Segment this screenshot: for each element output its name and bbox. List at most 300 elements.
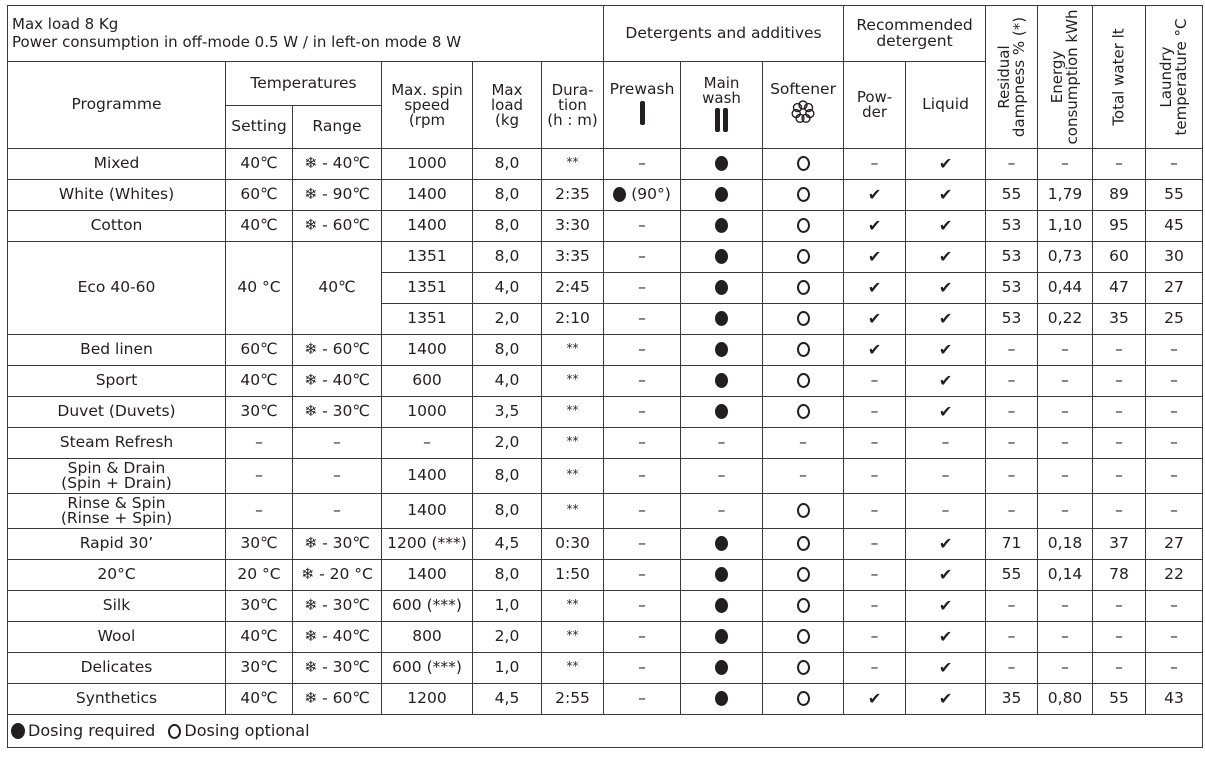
programme-name: Cotton — [8, 211, 226, 242]
water-cell: – — [1093, 459, 1146, 494]
load-l1: Max — [491, 80, 523, 99]
softener-cell — [763, 335, 844, 366]
softener-cell — [763, 273, 844, 304]
powder-cell: – — [844, 149, 906, 180]
softener-cell — [763, 560, 844, 591]
range-cell: – — [293, 459, 382, 494]
table-row — [8, 459, 1203, 494]
energy-cell: 0,22 — [1038, 304, 1093, 335]
range-cell: ❄ - 60℃ — [293, 211, 382, 242]
programme-name: Mixed — [8, 149, 226, 180]
energy-cell: – — [1038, 366, 1093, 397]
laundry-temperature-header — [1146, 6, 1203, 149]
powder-l1: Pow- — [856, 88, 893, 106]
duration-cell — [542, 428, 604, 459]
total-water-header — [1093, 6, 1146, 149]
prewash-cell: – — [604, 366, 681, 397]
prewash-cell: – — [604, 494, 681, 529]
check-icon: ✔ — [867, 246, 882, 266]
check-icon: ✔ — [938, 595, 953, 615]
max-load-info: Max load 8 Kg — [12, 15, 119, 34]
programme-name — [8, 494, 226, 529]
mainwash-cell — [681, 397, 763, 428]
setting-cell: 40℃ — [226, 366, 293, 397]
powder-cell — [844, 684, 906, 715]
laundry-l2: temperature °C — [1172, 18, 1191, 136]
residual-dampness-cell: – — [986, 494, 1038, 529]
check-icon: ✔ — [938, 533, 953, 553]
duration-cell — [542, 591, 604, 622]
spin-cell: 1200 (***) — [382, 529, 473, 560]
softener-cell — [763, 180, 844, 211]
load-cell: 2,0 — [473, 428, 542, 459]
energy-consumption-header — [1038, 6, 1093, 149]
table-row — [8, 622, 1203, 653]
temperatures-header: Temperatures — [226, 62, 382, 106]
liquid-cell: – — [906, 459, 986, 494]
mainwash-cell — [681, 242, 763, 273]
programme-name: Bed linen — [8, 335, 226, 366]
table-row — [8, 397, 1203, 428]
recommended-label-1: Recommended — [856, 16, 973, 34]
range-cell: – — [293, 494, 382, 529]
energy-cell: – — [1038, 653, 1093, 684]
duration-cell: 0:30 — [542, 529, 604, 560]
laundry-temp-cell: – — [1146, 428, 1203, 459]
check-icon: ✔ — [867, 339, 882, 359]
residual-dampness-cell: – — [986, 459, 1038, 494]
range-cell: ❄ - 60℃ — [293, 684, 382, 715]
programme-table — [7, 5, 1203, 748]
prewash-cell: – — [604, 560, 681, 591]
setting-cell: 30℃ — [226, 591, 293, 622]
residual-dampness-header — [986, 6, 1038, 149]
powder-cell: – — [844, 653, 906, 684]
liquid-cell — [906, 684, 986, 715]
spin-cell: 1200 — [382, 684, 473, 715]
spin-cell: 600 (***) — [382, 591, 473, 622]
range-cell: 40℃ — [293, 242, 382, 335]
check-icon: ✔ — [938, 339, 953, 359]
load-cell: 8,0 — [473, 180, 542, 211]
powder-cell: – — [844, 366, 906, 397]
check-icon: ✔ — [867, 308, 882, 328]
setting-cell: 40℃ — [226, 211, 293, 242]
water-cell: – — [1093, 397, 1146, 428]
setting-cell: – — [226, 459, 293, 494]
laundry-temp-cell: 30 — [1146, 242, 1203, 273]
programme-name: Wool — [8, 622, 226, 653]
table-row — [8, 653, 1203, 684]
table-row — [8, 428, 1203, 459]
dosing-optional-ring-icon — [797, 404, 810, 419]
prewash-cell: – — [604, 304, 681, 335]
programme-name: Eco 40-60 — [8, 242, 226, 335]
softener-cell — [763, 622, 844, 653]
duration-cell — [542, 149, 604, 180]
load-cell: 4,5 — [473, 529, 542, 560]
residual-dampness-cell: – — [986, 622, 1038, 653]
mainwash-l2: wash — [702, 88, 741, 107]
prewash-cell: – — [604, 459, 681, 494]
laundry-temp-cell: 25 — [1146, 304, 1203, 335]
footnote-stars: ** — [566, 467, 579, 482]
laundry-temp-cell: – — [1146, 653, 1203, 684]
load-cell: 4,5 — [473, 684, 542, 715]
check-icon: ✔ — [938, 184, 953, 204]
laundry-temp-cell: – — [1146, 494, 1203, 529]
softener-cell — [763, 397, 844, 428]
setting-cell: 40℃ — [226, 684, 293, 715]
load-cell: 8,0 — [473, 242, 542, 273]
mainwash-cell — [681, 273, 763, 304]
water-cell: – — [1093, 335, 1146, 366]
energy-cell: – — [1038, 459, 1093, 494]
dosing-optional-ring-icon — [797, 311, 810, 326]
powder-cell: – — [844, 529, 906, 560]
dosing-optional-ring-icon — [797, 691, 810, 706]
programme-name: Sport — [8, 366, 226, 397]
programme-name: Synthetics — [8, 684, 226, 715]
duration-cell — [542, 366, 604, 397]
prewash-cell: – — [604, 428, 681, 459]
energy-cell: 1,79 — [1038, 180, 1093, 211]
mainwash-cell — [681, 591, 763, 622]
spin-cell: 1000 — [382, 397, 473, 428]
setting-cell: 60℃ — [226, 180, 293, 211]
liquid-cell — [906, 211, 986, 242]
dosing-required-dot-icon — [715, 536, 728, 551]
dosing-required-dot-icon — [715, 311, 728, 326]
powder-cell: – — [844, 459, 906, 494]
check-icon: ✔ — [938, 688, 953, 708]
liquid-cell — [906, 622, 986, 653]
liquid-cell — [906, 653, 986, 684]
range-cell: ❄ - 20 °C — [293, 560, 382, 591]
powder-cell — [844, 273, 906, 304]
setting-cell: 30℃ — [226, 397, 293, 428]
duration-cell — [542, 494, 604, 529]
laundry-temp-cell: 55 — [1146, 180, 1203, 211]
prewash-temp-note: (90°) — [626, 185, 671, 204]
water-cell: 95 — [1093, 211, 1146, 242]
setting-cell: 40 °C — [226, 242, 293, 335]
duration-cell: 2:35 — [542, 180, 604, 211]
residual-dampness-cell: – — [986, 397, 1038, 428]
liquid-cell — [906, 366, 986, 397]
energy-l2: consumption kWh — [1063, 9, 1082, 145]
footnote-stars: ** — [566, 659, 579, 674]
prewash-cell: – — [604, 684, 681, 715]
table-row — [8, 211, 1203, 242]
prewash-cell: – — [604, 211, 681, 242]
detergents-group-header: Detergents and additives — [604, 6, 844, 62]
spin-cell: 1400 — [382, 560, 473, 591]
laundry-temp-cell: – — [1146, 397, 1203, 428]
load-l2: load — [490, 95, 524, 114]
load-cell: 1,0 — [473, 653, 542, 684]
mainwash-cell: – — [681, 428, 763, 459]
programme-rows — [8, 149, 1203, 715]
powder-cell: – — [844, 397, 906, 428]
footnote-stars: ** — [566, 372, 579, 387]
programme-name: Duvet (Duvets) — [8, 397, 226, 428]
dosing-required-dot-icon — [613, 187, 626, 202]
programme-name-line2: (Rinse + Spin) — [60, 509, 173, 527]
powder-header — [844, 62, 906, 149]
duration-cell — [542, 622, 604, 653]
softener-cell — [763, 366, 844, 397]
load-cell: 8,0 — [473, 494, 542, 529]
range-cell: ❄ - 40℃ — [293, 149, 382, 180]
check-icon: ✔ — [938, 564, 953, 584]
table-row — [8, 242, 1203, 273]
water-cell: – — [1093, 428, 1146, 459]
dosing-optional-ring-icon — [797, 598, 810, 613]
residual-dampness-cell: 53 — [986, 211, 1038, 242]
spin-cell: 1400 — [382, 211, 473, 242]
spin-cell: 600 (***) — [382, 653, 473, 684]
powder-cell — [844, 304, 906, 335]
dosing-optional-ring-icon — [797, 536, 810, 551]
load-cell: 1,0 — [473, 591, 542, 622]
water-cell: 60 — [1093, 242, 1146, 273]
duration-cell: 2:10 — [542, 304, 604, 335]
setting-cell: 40℃ — [226, 149, 293, 180]
residual-dampness-cell: 35 — [986, 684, 1038, 715]
dosing-required-dot-icon — [715, 218, 728, 233]
mainwash-cell — [681, 180, 763, 211]
check-icon: ✔ — [938, 277, 953, 297]
water-cell: – — [1093, 591, 1146, 622]
softener-cell — [763, 529, 844, 560]
powder-cell: – — [844, 428, 906, 459]
mainwash-cell — [681, 622, 763, 653]
dur-l3: (h : m) — [547, 110, 598, 129]
duration-cell: 3:30 — [542, 211, 604, 242]
single-bar-icon — [640, 101, 645, 125]
powder-cell — [844, 180, 906, 211]
liquid-cell — [906, 335, 986, 366]
programme-name: White (Whites) — [8, 180, 226, 211]
softener-header — [763, 62, 844, 149]
spin-cell: 1351 — [382, 273, 473, 304]
dosing-required-dot-icon — [715, 404, 728, 419]
residual-dampness-cell: 53 — [986, 273, 1038, 304]
liquid-cell: – — [906, 428, 986, 459]
laundry-temp-cell: 27 — [1146, 529, 1203, 560]
prewash-cell: – — [604, 591, 681, 622]
spin-cell: 1351 — [382, 304, 473, 335]
water-cell: 35 — [1093, 304, 1146, 335]
mainwash-cell — [681, 529, 763, 560]
main-wash-header — [681, 62, 763, 149]
mainwash-cell — [681, 560, 763, 591]
laundry-temp-cell: – — [1146, 459, 1203, 494]
mainwash-cell — [681, 653, 763, 684]
duration-header — [542, 62, 604, 149]
duration-cell — [542, 653, 604, 684]
footnote-stars: ** — [566, 155, 579, 170]
check-icon: ✔ — [938, 370, 953, 390]
duration-cell — [542, 335, 604, 366]
dosing-required-dot-icon — [715, 598, 728, 613]
dosing-required-dot-icon — [11, 723, 25, 739]
max-spin-header — [382, 62, 473, 149]
max-load-header — [473, 62, 542, 149]
liquid-header: Liquid — [906, 62, 986, 149]
load-cell: 8,0 — [473, 211, 542, 242]
liquid-cell: – — [906, 494, 986, 529]
range-cell: – — [293, 428, 382, 459]
dosing-required-dot-icon — [715, 249, 728, 264]
water-cell: – — [1093, 149, 1146, 180]
energy-cell: – — [1038, 622, 1093, 653]
range-cell: ❄ - 30℃ — [293, 591, 382, 622]
water-cell: 89 — [1093, 180, 1146, 211]
mainwash-cell — [681, 149, 763, 180]
prewash-header — [604, 62, 681, 149]
spin-cell: 1400 — [382, 180, 473, 211]
programme-name — [8, 459, 226, 494]
energy-cell: 0,80 — [1038, 684, 1093, 715]
spin-cell: 1400 — [382, 335, 473, 366]
spin-cell: 800 — [382, 622, 473, 653]
total-water-label: Total water lt — [1109, 28, 1128, 126]
liquid-cell — [906, 397, 986, 428]
laundry-l1: Laundry — [1157, 46, 1176, 108]
water-cell: – — [1093, 494, 1146, 529]
footnote-stars: ** — [566, 403, 579, 418]
load-cell: 2,0 — [473, 622, 542, 653]
check-icon: ✔ — [938, 308, 953, 328]
mainwash-cell: – — [681, 459, 763, 494]
spin-cell: 1000 — [382, 149, 473, 180]
energy-cell: – — [1038, 149, 1093, 180]
setting-cell: 40℃ — [226, 622, 293, 653]
laundry-temp-cell: 43 — [1146, 684, 1203, 715]
duration-cell — [542, 397, 604, 428]
spin-l2: speed — [404, 95, 450, 114]
residual-l2: dampness % (*) — [1009, 16, 1028, 138]
range-cell: ❄ - 40℃ — [293, 366, 382, 397]
range-cell: ❄ - 60℃ — [293, 335, 382, 366]
check-icon: ✔ — [867, 184, 882, 204]
double-bar-icon — [713, 108, 730, 132]
spin-l1: Max. spin — [391, 80, 463, 99]
energy-cell: 1,10 — [1038, 211, 1093, 242]
table-row — [8, 366, 1203, 397]
dosing-required-dot-icon — [715, 691, 728, 706]
softener-cell — [763, 149, 844, 180]
water-cell: 55 — [1093, 684, 1146, 715]
programme-name: Rapid 30’ — [8, 529, 226, 560]
programme-name: Silk — [8, 591, 226, 622]
energy-cell: – — [1038, 428, 1093, 459]
dosing-required-dot-icon — [715, 156, 728, 171]
range-cell: ❄ - 30℃ — [293, 653, 382, 684]
residual-dampness-cell: 55 — [986, 180, 1038, 211]
check-icon: ✔ — [938, 153, 953, 173]
table-row — [8, 494, 1203, 529]
programme-name-line1: Rinse & Spin — [67, 494, 166, 513]
laundry-temp-cell: – — [1146, 366, 1203, 397]
duration-cell — [542, 459, 604, 494]
residual-dampness-cell: 71 — [986, 529, 1038, 560]
dosing-required-dot-icon — [715, 187, 728, 202]
dosing-optional-ring-icon — [797, 660, 810, 675]
table-row — [8, 560, 1203, 591]
powder-cell — [844, 335, 906, 366]
programme-name-line1: Spin & Drain — [67, 459, 166, 478]
footnote-stars: ** — [566, 434, 579, 449]
programme-name: Delicates — [8, 653, 226, 684]
footnote-stars: ** — [566, 628, 579, 643]
check-icon: ✔ — [867, 277, 882, 297]
softener-cell — [763, 591, 844, 622]
dosing-optional-ring-icon — [797, 249, 810, 264]
footnote-stars: ** — [566, 502, 579, 517]
power-consumption-info: Power consumption in off-mode 0.5 W / in left-on mode 8 W — [12, 32, 462, 51]
prewash-cell: – — [604, 242, 681, 273]
dosing-required-dot-icon — [715, 373, 728, 388]
table-row — [8, 180, 1203, 211]
mainwash-cell — [681, 366, 763, 397]
info-cell — [8, 6, 604, 62]
dosing-optional-ring-icon — [797, 218, 810, 233]
prewash-cell: – — [604, 529, 681, 560]
load-cell: 4,0 — [473, 366, 542, 397]
load-cell: 8,0 — [473, 560, 542, 591]
softener-cell — [763, 211, 844, 242]
dosing-optional-ring-icon — [797, 503, 810, 518]
powder-l2: der — [862, 103, 887, 121]
dosing-required-dot-icon — [715, 629, 728, 644]
load-cell: 8,0 — [473, 335, 542, 366]
check-icon: ✔ — [938, 215, 953, 235]
dosing-required-dot-icon — [715, 567, 728, 582]
prewash-cell: – — [604, 335, 681, 366]
liquid-cell — [906, 273, 986, 304]
spin-cell: 1400 — [382, 459, 473, 494]
residual-dampness-cell: – — [986, 335, 1038, 366]
programme-name: Steam Refresh — [8, 428, 226, 459]
liquid-cell — [906, 304, 986, 335]
softener-cell: – — [763, 428, 844, 459]
powder-cell — [844, 242, 906, 273]
laundry-temp-cell: – — [1146, 149, 1203, 180]
liquid-cell — [906, 149, 986, 180]
water-cell: 37 — [1093, 529, 1146, 560]
dosing-optional-ring-icon — [797, 156, 810, 171]
dosing-optional-ring-icon — [797, 280, 810, 295]
recommended-detergent-header — [844, 6, 986, 62]
water-cell: – — [1093, 366, 1146, 397]
setting-cell: 20 °C — [226, 560, 293, 591]
check-icon: ✔ — [938, 401, 953, 421]
dosing-optional-ring-icon — [797, 567, 810, 582]
mainwash-cell: – — [681, 494, 763, 529]
energy-cell: 0,18 — [1038, 529, 1093, 560]
duration-cell: 2:45 — [542, 273, 604, 304]
setting-header: Setting — [226, 106, 293, 149]
energy-cell: – — [1038, 397, 1093, 428]
load-l3: (kg — [494, 110, 520, 129]
mainwash-l1: Main — [703, 73, 740, 92]
spin-l3: (rpm — [408, 110, 446, 129]
liquid-cell — [906, 180, 986, 211]
residual-l1: Residual — [994, 45, 1013, 109]
